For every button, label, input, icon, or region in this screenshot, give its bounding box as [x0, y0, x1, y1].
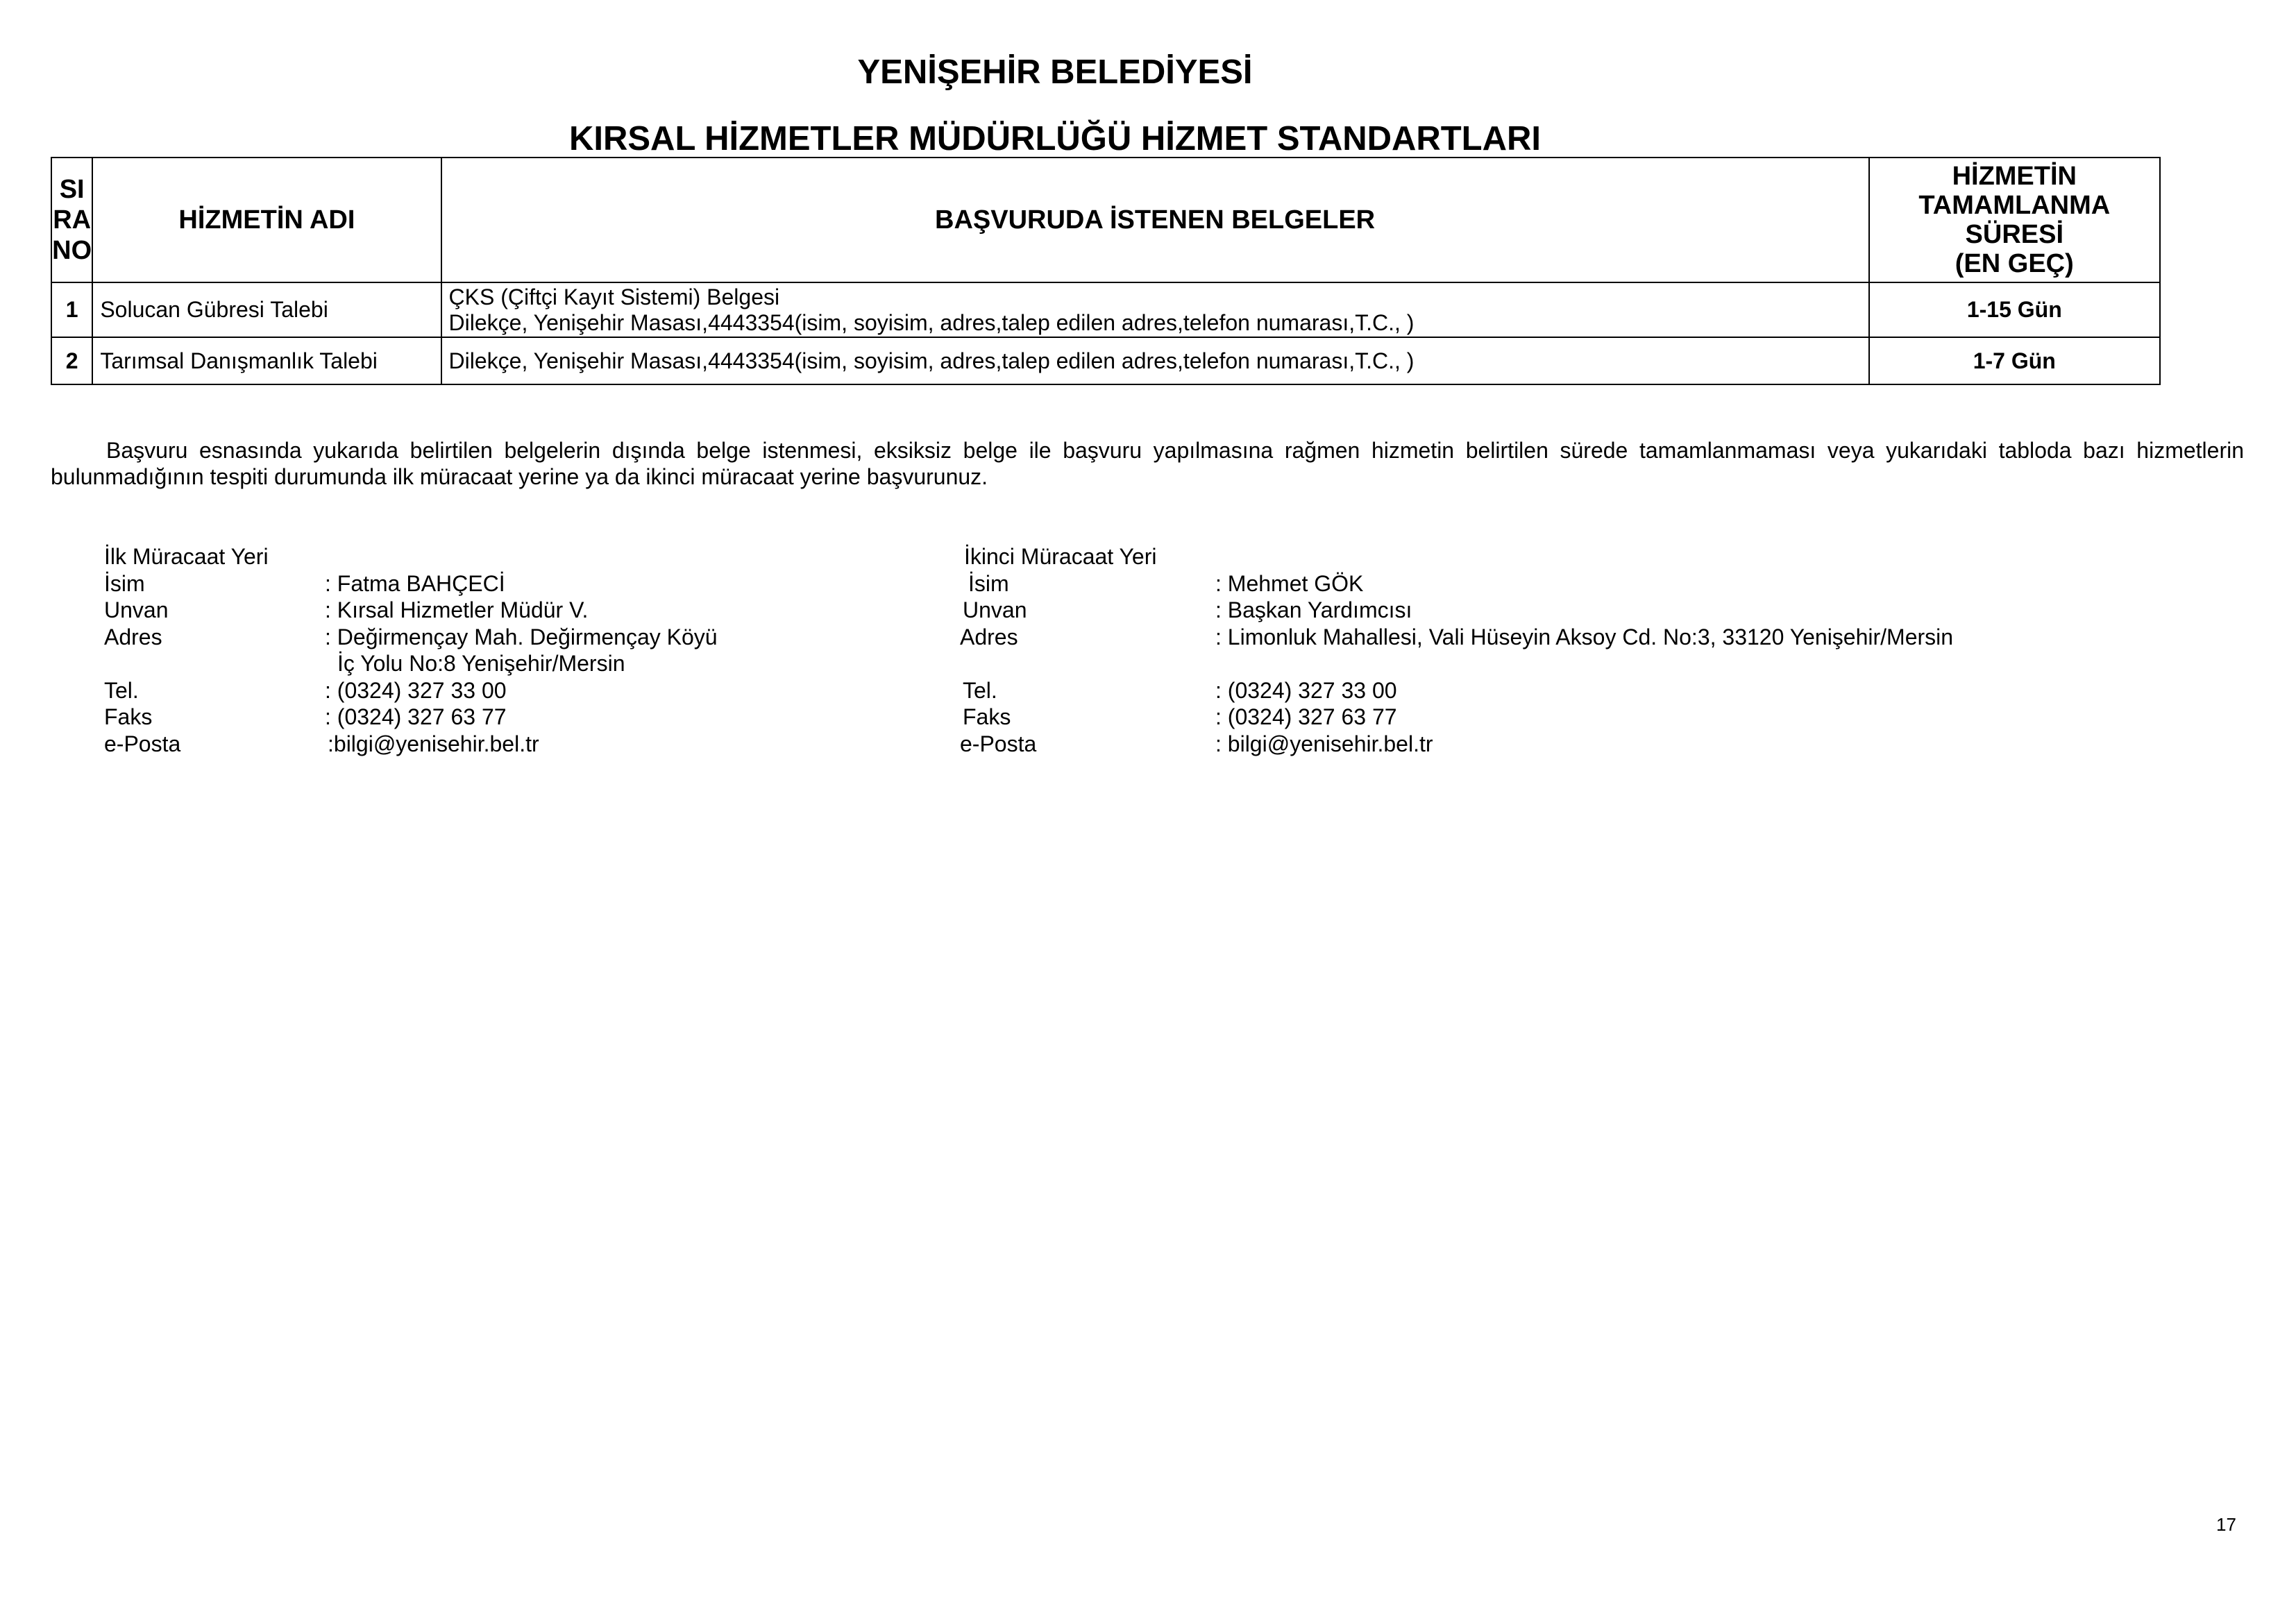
header-service-name: HİZMETİN ADI [92, 158, 441, 282]
service-standards-table [51, 157, 2161, 385]
email-value[interactable]: : bilgi@yenisehir.bel.tr [1215, 731, 1433, 756]
table-header-row [51, 158, 2160, 282]
table-row [51, 337, 2160, 384]
page-subtitle: KIRSAL HİZMETLER MÜDÜRLÜĞÜ HİZMET STANDARTLARI [568, 120, 1542, 158]
service-name: Tarımsal Danışmanlık Talebi [92, 337, 441, 384]
table-row [51, 282, 2160, 337]
required-documents: Dilekçe, Yenişehir Masası,4443354(isim, soyisim, adres,talep edilen adres,telefon numarası,T.C., ) [441, 337, 1869, 384]
address-value-line2: İç Yolu No:8 Yenişehir/Mersin [337, 651, 625, 676]
first-contact-heading: İlk Müracaat Yeri [104, 544, 269, 569]
address-label: Adres [104, 624, 162, 649]
name-value: : Fatma BAHÇECİ [325, 570, 505, 596]
name-value: : Mehmet GÖK [1215, 570, 1364, 596]
second-contact-heading: İkinci Müracaat Yeri [964, 544, 1157, 569]
fax-value: : (0324) 327 63 77 [325, 704, 507, 729]
tel-value: : (0324) 327 33 00 [1215, 677, 1397, 703]
fax-label: Faks [963, 704, 1011, 729]
email-value[interactable]: :bilgi@yenisehir.bel.tr [328, 731, 539, 756]
tel-label: Tel. [104, 677, 139, 703]
completion-time: 1-7 Gün [1869, 337, 2160, 384]
required-documents: ÇKS (Çiftçi Kayıt Sistemi) Belgesi Dilekçe, Yenişehir Masası,4443354(isim, soyisim, adres,talep edilen adres,telefon numarası,T.C., ) [441, 282, 1869, 337]
title-value: : Kırsal Hizmetler Müdür V. [325, 597, 589, 622]
service-name: Solucan Gübresi Talebi [92, 282, 441, 337]
page-title: YENİŞEHİR BELEDİYESİ [857, 53, 1253, 91]
row-number: 1 [51, 282, 92, 337]
page-number: 17 [2216, 1514, 2236, 1535]
name-label: İsim [968, 570, 1009, 596]
name-label: İsim [104, 570, 145, 596]
row-number: 2 [51, 337, 92, 384]
completion-time: 1-15 Gün [1869, 282, 2160, 337]
title-label: Unvan [104, 597, 169, 622]
header-required-documents: BAŞVURUDA İSTENEN BELGELER [441, 158, 1869, 282]
title-label: Unvan [963, 597, 1027, 622]
tel-value: : (0324) 327 33 00 [325, 677, 507, 703]
fax-value: : (0324) 327 63 77 [1215, 704, 1397, 729]
email-label: e-Posta [960, 731, 1037, 756]
fax-label: Faks [104, 704, 153, 729]
tel-label: Tel. [963, 677, 997, 703]
address-label: Adres [960, 624, 1018, 649]
title-value: : Başkan Yardımcısı [1215, 597, 1412, 622]
header-sira-no: SI RA NO [51, 158, 92, 282]
address-value: : Limonluk Mahallesi, Vali Hüseyin Aksoy Cd. No:3, 33120 Yenişehir/Mersin [1215, 624, 1954, 649]
header-completion-time: HİZMETİN TAMAMLANMA SÜRESİ (EN GEÇ) [1869, 158, 2160, 282]
email-label: e-Posta [104, 731, 181, 756]
application-note: Başvuru esnasında yukarıda belirtilen belgelerin dışında belge istenmesi, eksiksiz belge ile başvuru yapılmasına rağmen hizmetin belirtilen sürede tamamlanmaması veya yukarıdaki tabloda bazı hizmetlerin bulunmadığının tespiti durumunda ilk müracaat yerine ya da ikinci müracaat yerine başvurunuz. [51, 438, 2244, 489]
address-value: : Değirmençay Mah. Değirmençay Köyü [325, 624, 718, 649]
